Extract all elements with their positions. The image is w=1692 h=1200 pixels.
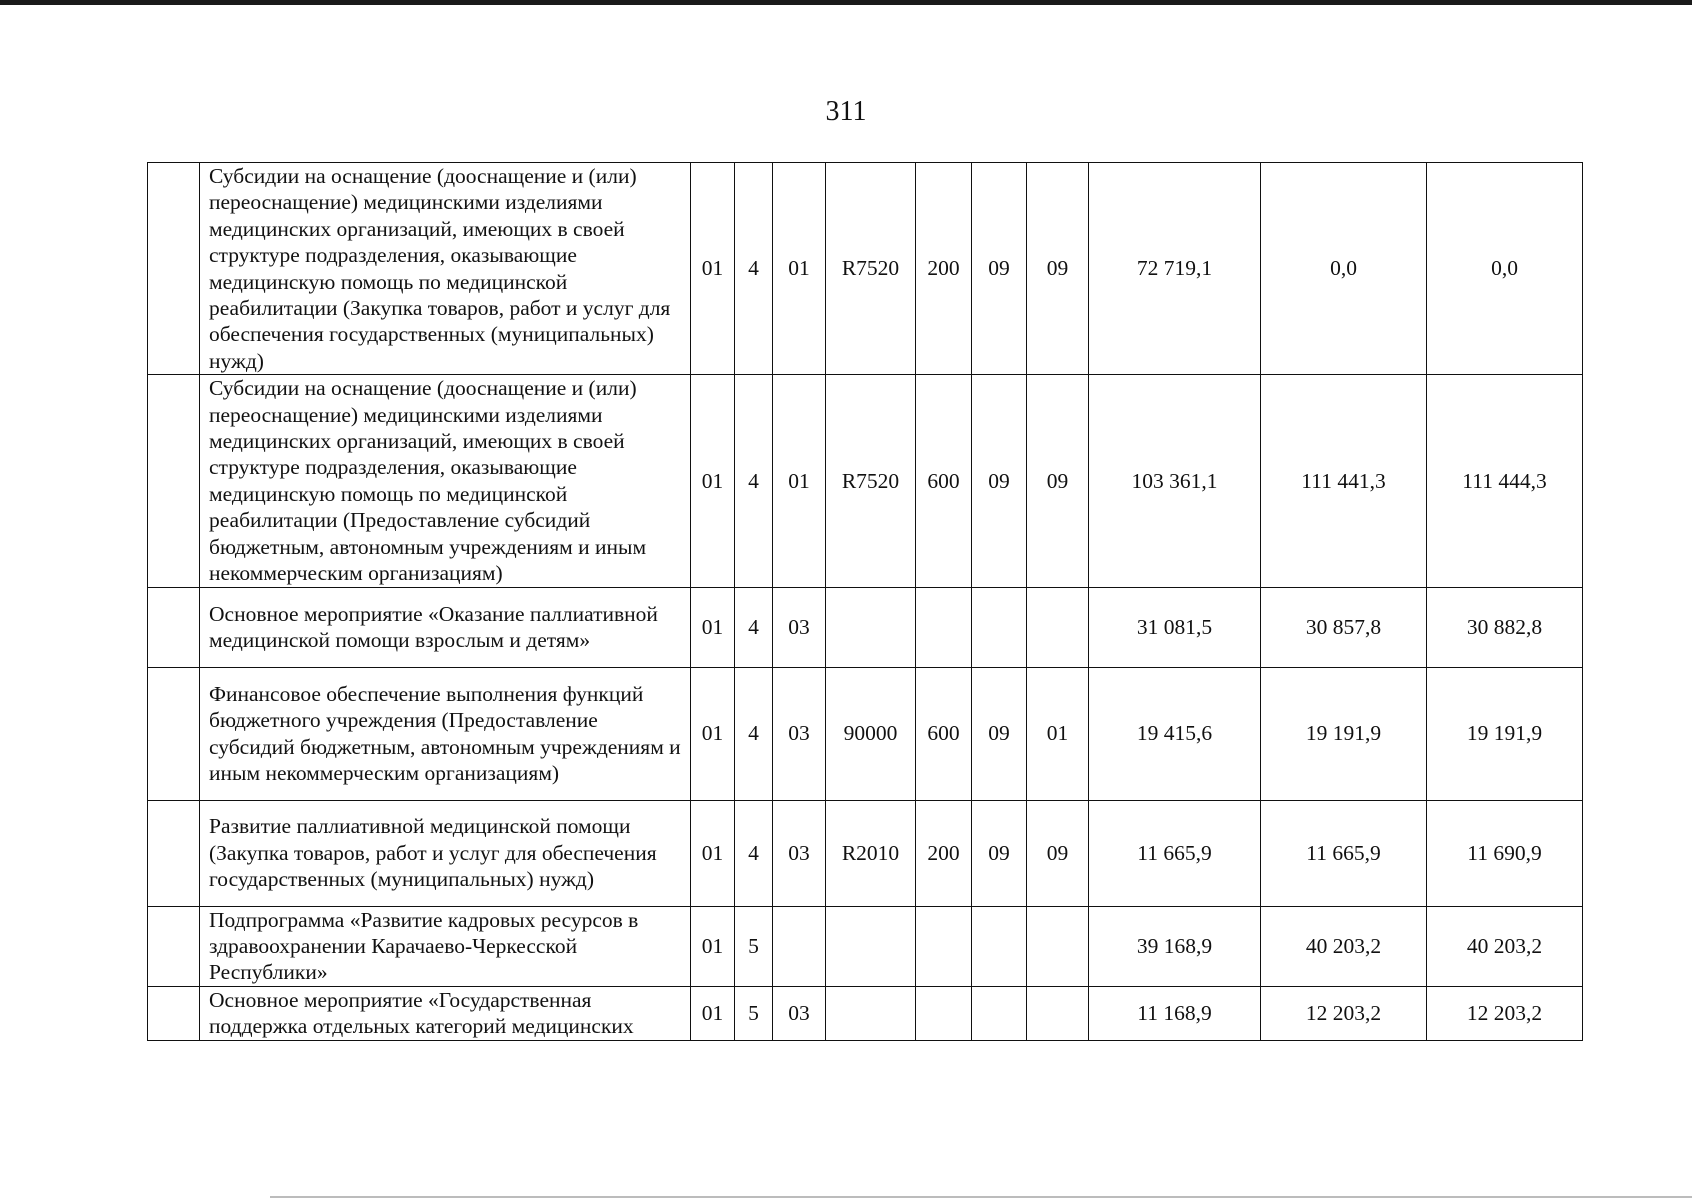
amount-year-1: 31 081,5: [1089, 587, 1261, 667]
table-row: [148, 375, 1583, 587]
code-subprogram: 4: [735, 800, 773, 906]
row-number-cell: [148, 906, 200, 986]
code-direction: R7520: [826, 163, 916, 375]
top-border-rule: [0, 0, 1692, 5]
code-expense-type: [916, 587, 972, 667]
table-row: [148, 667, 1583, 800]
item-name: Подпрограмма «Развитие кадровых ресурсов в здравоохранении Карачаево-Черкесской Республики»: [200, 906, 691, 986]
code-direction: 90000: [826, 667, 916, 800]
code-program: 01: [691, 667, 735, 800]
code-direction: R2010: [826, 800, 916, 906]
code-activity: [773, 906, 826, 986]
row-number-cell: [148, 163, 200, 375]
table-row: [148, 587, 1583, 667]
code-activity: 03: [773, 800, 826, 906]
code-subsection: 09: [1027, 163, 1089, 375]
code-section: [972, 587, 1027, 667]
amount-year-3: 40 203,2: [1427, 906, 1583, 986]
code-expense-type: 200: [916, 800, 972, 906]
code-direction: [826, 986, 916, 1040]
amount-year-2: 111 441,3: [1261, 375, 1427, 587]
code-subprogram: 4: [735, 667, 773, 800]
amount-year-3: 0,0: [1427, 163, 1583, 375]
code-subprogram: 5: [735, 906, 773, 986]
row-number-cell: [148, 800, 200, 906]
item-name: Финансовое обеспечение выполнения функций бюджетного учреждения (Предоставление субсидий бюджетным, автономным учреждениям и иным некоммерческим организациям): [200, 667, 691, 800]
code-program: 01: [691, 163, 735, 375]
code-subsection: [1027, 587, 1089, 667]
amount-year-2: 12 203,2: [1261, 986, 1427, 1040]
item-name: Субсидии на оснащение (дооснащение и (или) переоснащение) медицинскими изделиями медицинских организаций, имеющих в своей структуре подразделения, оказывающие медицинскую помощь по медицинской реабилитации (Предоставление субсидий бюджетным, автономным учреждениям и иным некоммерческим организациям): [200, 375, 691, 587]
amount-year-3: 12 203,2: [1427, 986, 1583, 1040]
amount-year-1: 11 665,9: [1089, 800, 1261, 906]
amount-year-1: 11 168,9: [1089, 986, 1261, 1040]
code-program: 01: [691, 986, 735, 1040]
code-subsection: [1027, 986, 1089, 1040]
code-direction: [826, 906, 916, 986]
page-number: 311: [825, 96, 867, 127]
code-activity: 03: [773, 587, 826, 667]
item-name: Основное мероприятие «Оказание паллиативной медицинской помощи взрослым и детям»: [200, 587, 691, 667]
code-expense-type: 600: [916, 667, 972, 800]
code-program: 01: [691, 587, 735, 667]
item-name: Основное мероприятие «Государственная поддержка отдельных категорий медицинских: [200, 986, 691, 1040]
table-row: [148, 163, 1583, 375]
code-activity: 01: [773, 375, 826, 587]
code-activity: 03: [773, 667, 826, 800]
code-section: [972, 906, 1027, 986]
amount-year-3: 30 882,8: [1427, 587, 1583, 667]
amount-year-2: 19 191,9: [1261, 667, 1427, 800]
table-row: [148, 986, 1583, 1040]
code-subsection: [1027, 906, 1089, 986]
row-number-cell: [148, 375, 200, 587]
code-expense-type: [916, 986, 972, 1040]
code-subprogram: 4: [735, 163, 773, 375]
code-direction: [826, 587, 916, 667]
row-number-cell: [148, 986, 200, 1040]
code-section: 09: [972, 163, 1027, 375]
item-name: Субсидии на оснащение (дооснащение и (или) переоснащение) медицинскими изделиями медицинских организаций, имеющих в своей структуре подразделения, оказывающие медицинскую помощь по медицинской реабилитации (Закупка товаров, работ и услуг для обеспечения государственных (муниципальных) нужд): [200, 163, 691, 375]
amount-year-1: 72 719,1: [1089, 163, 1261, 375]
code-subprogram: 4: [735, 587, 773, 667]
code-section: 09: [972, 800, 1027, 906]
code-expense-type: 200: [916, 163, 972, 375]
code-section: [972, 986, 1027, 1040]
amount-year-2: 11 665,9: [1261, 800, 1427, 906]
code-section: 09: [972, 667, 1027, 800]
code-subsection: 09: [1027, 800, 1089, 906]
row-number-cell: [148, 587, 200, 667]
bottom-scan-rule: [270, 1196, 1692, 1198]
code-program: 01: [691, 906, 735, 986]
amount-year-2: 30 857,8: [1261, 587, 1427, 667]
code-program: 01: [691, 375, 735, 587]
amount-year-1: 19 415,6: [1089, 667, 1261, 800]
table-row: [148, 906, 1583, 986]
code-activity: 01: [773, 163, 826, 375]
item-name: Развитие паллиативной медицинской помощи (Закупка товаров, работ и услуг для обеспечения государственных (муниципальных) нужд): [200, 800, 691, 906]
code-subprogram: 4: [735, 375, 773, 587]
code-subprogram: 5: [735, 986, 773, 1040]
row-number-cell: [148, 667, 200, 800]
amount-year-3: 111 444,3: [1427, 375, 1583, 587]
code-subsection: 01: [1027, 667, 1089, 800]
amount-year-3: 11 690,9: [1427, 800, 1583, 906]
amount-year-1: 103 361,1: [1089, 375, 1261, 587]
table-row: [148, 800, 1583, 906]
amount-year-2: 0,0: [1261, 163, 1427, 375]
budget-table: [147, 162, 1583, 1041]
code-expense-type: [916, 906, 972, 986]
code-section: 09: [972, 375, 1027, 587]
code-expense-type: 600: [916, 375, 972, 587]
amount-year-2: 40 203,2: [1261, 906, 1427, 986]
amount-year-3: 19 191,9: [1427, 667, 1583, 800]
code-program: 01: [691, 800, 735, 906]
amount-year-1: 39 168,9: [1089, 906, 1261, 986]
code-direction: R7520: [826, 375, 916, 587]
code-subsection: 09: [1027, 375, 1089, 587]
code-activity: 03: [773, 986, 826, 1040]
